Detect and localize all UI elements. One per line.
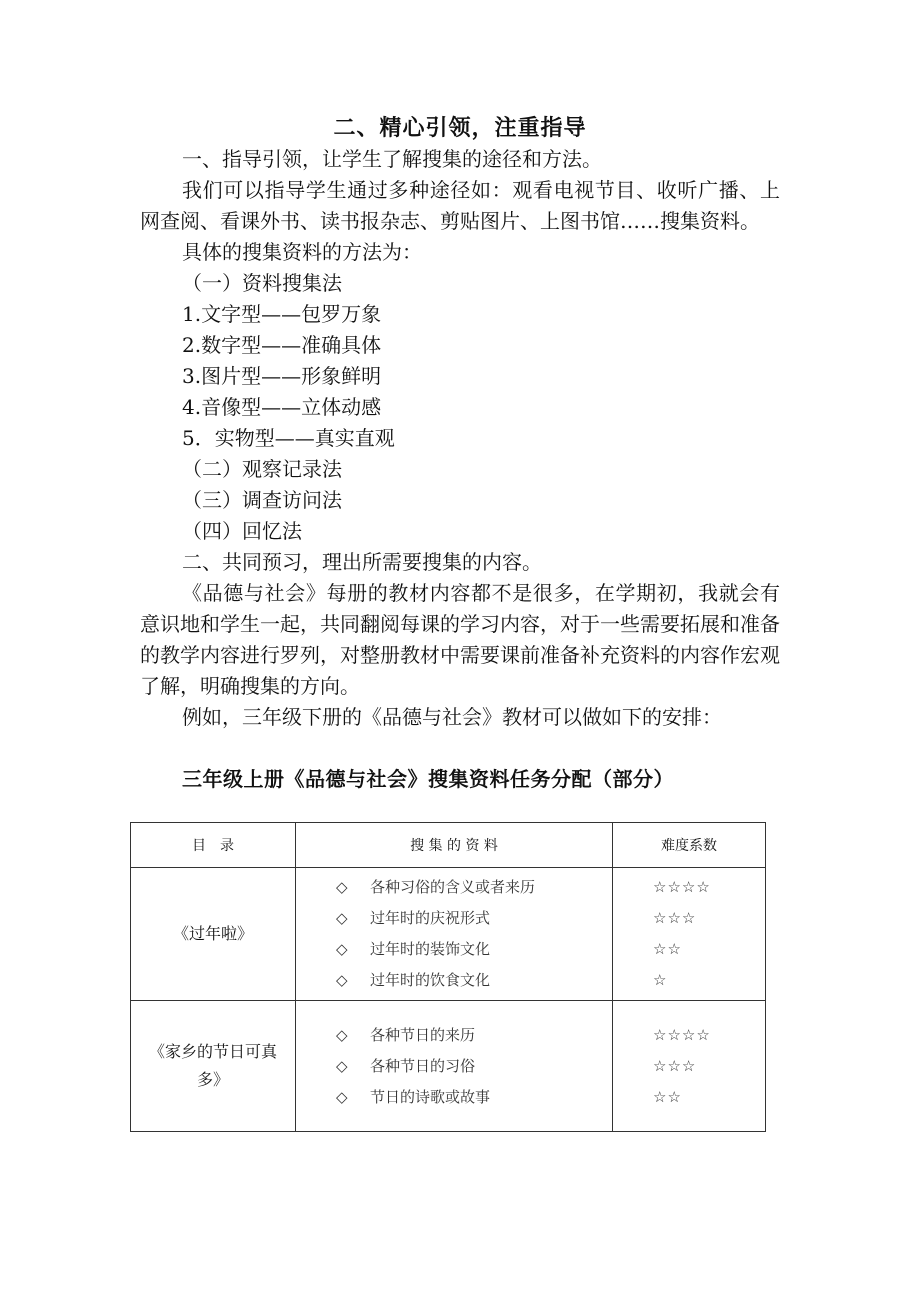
- header-contents: 目 录: [131, 823, 296, 868]
- paragraph: 《品德与社会》每册的教材内容都不是很多，在学期初，我就会有意识地和学生一起，共同翻阅每课的学习内容，对于一些需要拓展和准备的教学内容进行罗列，对整册教材中需要课前准备补充资料的内容作宏观了解，明确搜集的方向。: [140, 581, 780, 698]
- star-rating: ☆☆☆☆: [653, 878, 711, 896]
- list-item: 4.音像型——立体动感: [182, 395, 382, 419]
- paragraph: 例如，三年级下册的《品德与社会》教材可以做如下的安排：: [182, 705, 722, 729]
- material-text: 过年时的装饰文化: [370, 940, 491, 958]
- material-item: [296, 903, 612, 934]
- lesson-name: [131, 1001, 296, 1132]
- material-text: 各种节日的来历: [370, 1025, 476, 1044]
- material-text: 过年时的庆祝形式: [370, 909, 491, 927]
- diamond-icon: ◇: [336, 971, 348, 989]
- difficulty-cell: [613, 1001, 766, 1132]
- diamond-icon: ◇: [336, 1056, 348, 1075]
- diamond-icon: ◇: [336, 878, 348, 896]
- list-item: （四）回忆法: [182, 519, 302, 543]
- list-item: 5．实物型——真实直观: [182, 426, 395, 450]
- star-rating: ☆☆: [653, 1087, 682, 1106]
- list-item: （一）资料搜集法: [182, 271, 342, 295]
- material-item: [296, 1082, 612, 1113]
- section-title: 二、精心引领，注重指导: [333, 116, 587, 141]
- lesson-name: 《过年啦》: [131, 868, 296, 1001]
- material-text: 各种习俗的含义或者来历: [370, 878, 536, 896]
- task-table: [130, 822, 766, 1132]
- list-item: （三）调查访问法: [182, 488, 342, 512]
- body-text: [140, 144, 780, 733]
- diamond-icon: ◇: [336, 940, 348, 958]
- star-rating: ☆: [653, 971, 668, 989]
- star-rating: ☆☆☆: [653, 1056, 697, 1075]
- difficulty-cell: [613, 868, 766, 1001]
- material-text: 过年时的饮食文化: [370, 971, 491, 989]
- paragraph: 具体的搜集资料的方法为：: [182, 240, 422, 264]
- paragraph: 我们可以指导学生通过多种途径如：观看电视节目、收听广播、上网查阅、看课外书、读书报杂志、剪贴图片、上图书馆……搜集资料。: [140, 178, 780, 233]
- materials-cell: [296, 1001, 613, 1132]
- diamond-icon: ◇: [336, 909, 348, 927]
- diamond-icon: ◇: [336, 1087, 348, 1106]
- header-materials: 搜 集 的 资 料: [296, 823, 613, 868]
- paragraph: 一、指导引领，让学生了解搜集的途径和方法。: [182, 147, 602, 171]
- material-item: [296, 872, 612, 903]
- header-difficulty: 难度系数: [613, 823, 766, 868]
- material-item: [296, 934, 612, 965]
- list-item: 3.图片型——形象鲜明: [182, 364, 382, 388]
- material-text: 节日的诗歌或故事: [370, 1087, 491, 1106]
- table-caption: 三年级上册《品德与社会》搜集资料任务分配（部分）: [182, 767, 674, 791]
- star-rating: ☆☆: [653, 940, 682, 958]
- table-header-row: [131, 823, 766, 868]
- material-item: [296, 1051, 612, 1082]
- lesson-name-text: 《家乡的节日可真多》: [148, 1042, 277, 1089]
- table-row: [131, 1001, 766, 1132]
- star-rating: ☆☆☆☆: [653, 1025, 711, 1044]
- paragraph: 二、共同预习，理出所需要搜集的内容。: [182, 550, 542, 574]
- list-item: 2.数字型——准确具体: [182, 333, 382, 357]
- list-item: （二）观察记录法: [182, 457, 342, 481]
- material-item: [296, 965, 612, 996]
- list-item: 1.文字型——包罗万象: [182, 302, 382, 326]
- star-rating: ☆☆☆: [653, 909, 697, 927]
- material-text: 各种节日的习俗: [370, 1056, 476, 1075]
- materials-cell: [296, 868, 613, 1001]
- diamond-icon: ◇: [336, 1025, 348, 1044]
- table-row: [131, 868, 766, 1001]
- material-item: [296, 1020, 612, 1051]
